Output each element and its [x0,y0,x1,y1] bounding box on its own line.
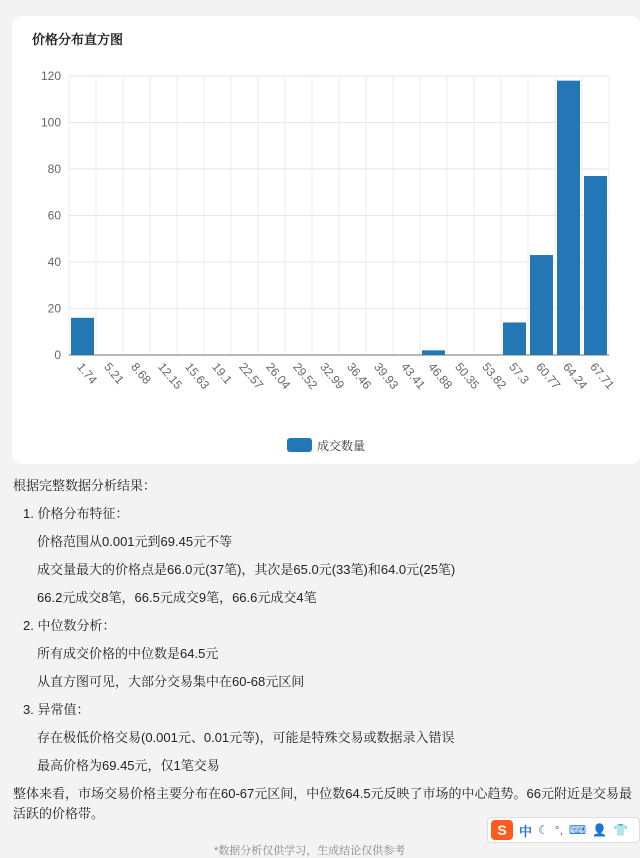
x-tick-label: 46.88 [425,359,456,392]
section-3 [13,700,633,776]
moon-icon[interactable]: ☾ [538,823,549,837]
section-1 [13,504,633,608]
histogram-chart [12,16,640,464]
section-line: 66.2元成交8笔，66.5元成交9笔，66.6元成交4笔 [37,590,317,605]
punctuation-icon[interactable]: °, [554,823,563,837]
x-tick-label: 8.68 [128,359,154,387]
analysis-summary: 整体来看，市场交易价格主要分布在60-67元区间，中位数64.5元反映了市场的中心趋势。66元附近是交易最活跃的价格带。 [13,786,633,821]
x-tick-label: 19.1 [209,359,235,387]
section-2 [13,616,633,692]
x-tick-label: 53.82 [479,359,510,392]
x-tick-label: 15.63 [182,359,213,392]
y-tick-label: 0 [54,348,61,362]
legend-label[interactable]: 成交数量 [317,439,366,453]
x-tick-label: 29.52 [290,359,321,392]
y-tick-label: 40 [47,255,61,269]
ime-toolbar[interactable] [487,817,640,843]
section-line: 从直方图可见，大部分交易集中在60-68元区间 [37,674,305,689]
x-tick-label: 22.57 [236,359,267,392]
y-tick-label: 20 [47,301,61,316]
x-tick-label: 32.99 [317,359,348,392]
bar[interactable] [557,81,580,355]
x-tick-label: 36.46 [344,359,375,392]
section-line: 成交量最大的价格点是66.0元(37笔)，其次是65.0元(33笔)和64.0元(25笔) [37,562,456,577]
x-tick-label: 5.21 [101,359,127,387]
skin-icon[interactable]: 👕 [613,823,629,837]
footer-note: *数据分析仅供学习，生成结论仅供参考 [214,845,406,857]
legend-swatch[interactable] [287,438,312,452]
x-tick-label: 60.77 [533,359,564,392]
keyboard-icon[interactable]: ⌨ [568,823,587,837]
section-line: 最高价格为69.45元，仅1笔交易 [37,758,220,773]
x-tick-label: 67.71 [587,359,618,392]
section-heading: 1. 价格分布特征： [23,506,129,521]
bar[interactable] [584,176,607,355]
analysis-text [13,476,633,824]
y-tick-label: 120 [40,69,61,83]
section-line: 存在极低价格交易(0.001元、0.01元等)，可能是特殊交易或数据录入错误 [37,730,455,745]
x-tick-label: 26.04 [263,359,294,392]
bar[interactable] [530,255,553,355]
section-line: 价格范围从0.001元到69.45元不等 [37,534,233,549]
bar[interactable] [71,318,94,355]
section-line: 所有成交价格的中位数是64.5元 [37,646,219,661]
section-heading: 2. 中位数分析： [23,618,116,633]
x-tick-label: 39.93 [371,359,402,392]
ime-language-toggle[interactable]: 中 [519,823,533,839]
y-tick-label: 60 [47,208,61,223]
chart-card [12,16,640,464]
x-tick-label: 12.15 [155,359,186,392]
bar[interactable] [503,322,526,355]
x-tick-label: 43.41 [398,359,429,392]
x-tick-label: 57.3 [506,359,532,387]
section-heading: 3. 异常值： [23,702,90,717]
x-tick-label: 64.24 [560,359,591,392]
bar[interactable] [422,350,445,355]
analysis-intro: 根据完整数据分析结果： [13,478,157,493]
user-icon[interactable]: 👤 [592,823,608,837]
x-tick-label: 50.35 [452,359,483,392]
x-tick-label: 1.74 [74,359,100,387]
chart-title: 价格分布直方图 [32,32,124,47]
y-tick-label: 80 [47,162,61,176]
y-tick-label: 100 [40,115,61,130]
sogou-logo-icon[interactable]: S [491,820,513,840]
